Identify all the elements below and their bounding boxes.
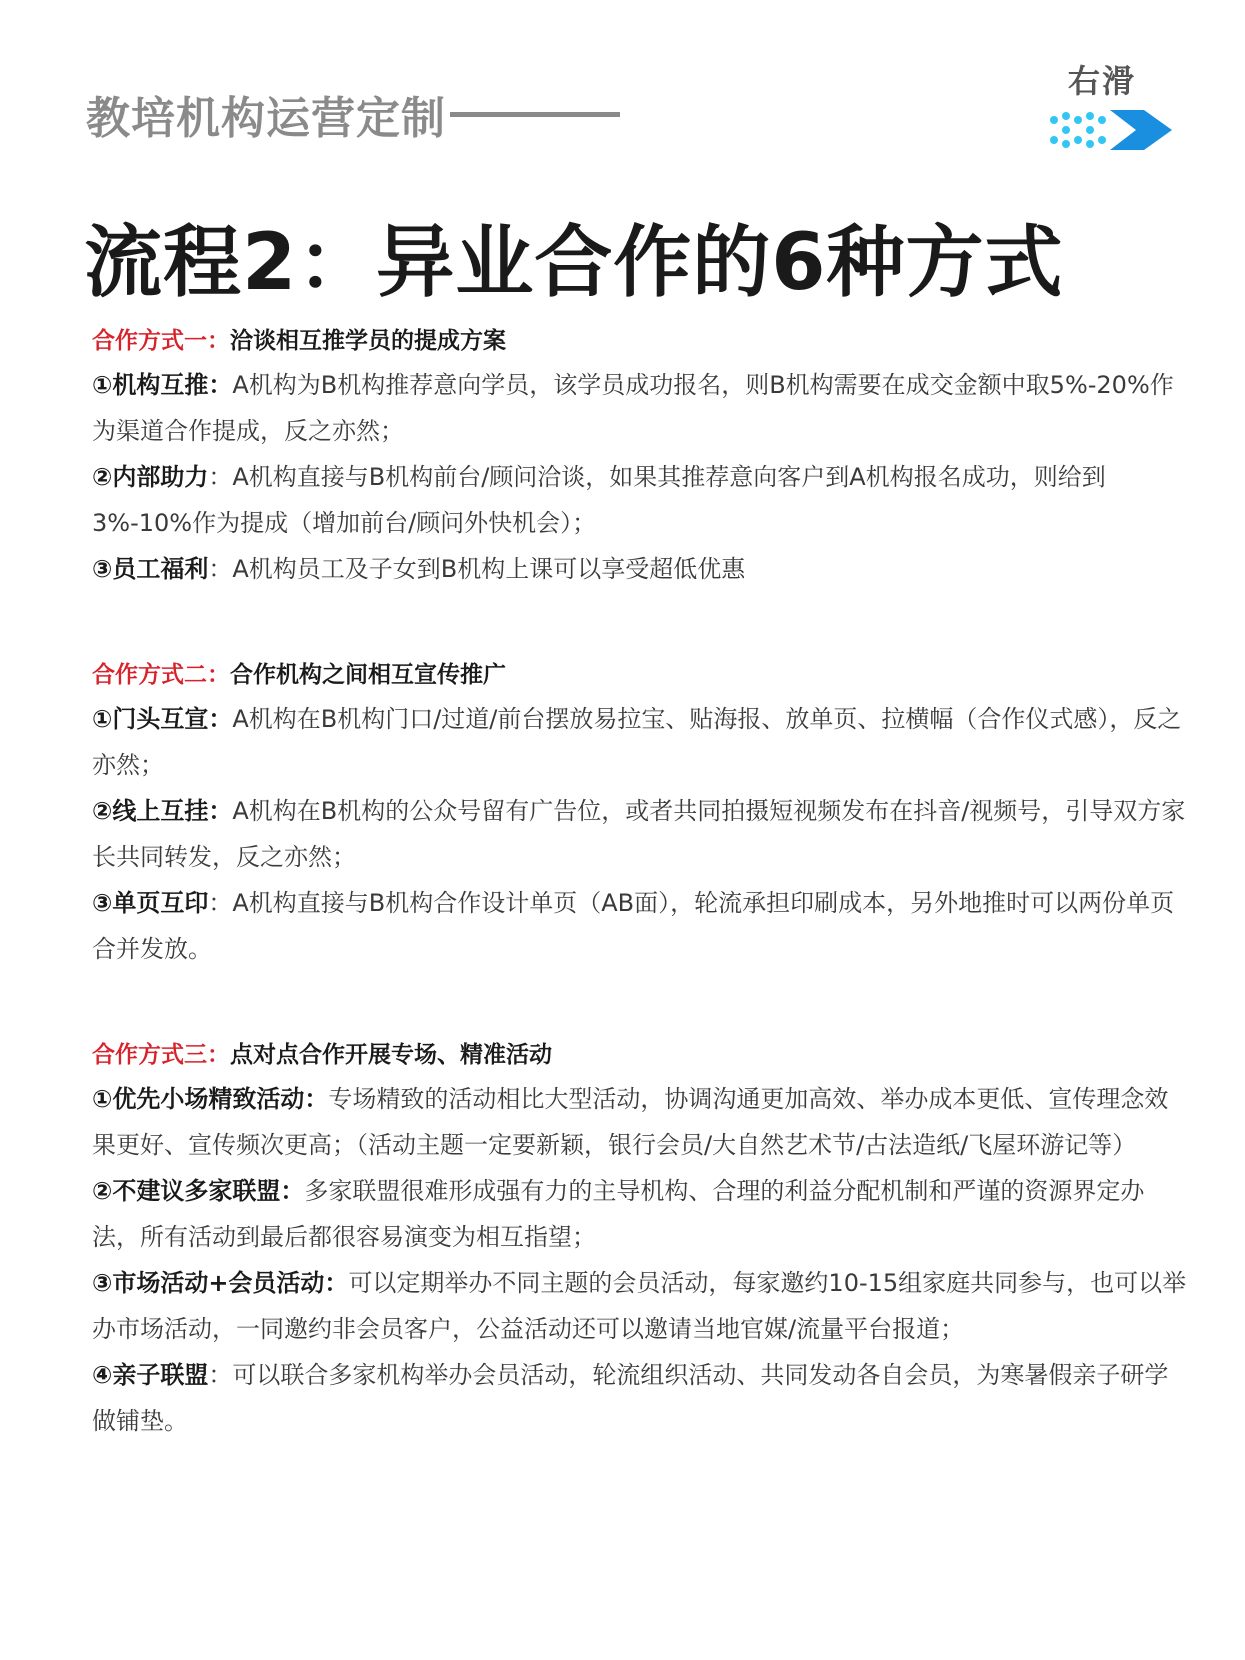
item-text: ：A机构员工及子女到B机构上课可以享受超低优惠: [208, 555, 746, 583]
section-heading: [92, 654, 1192, 696]
item-text: A机构为B机构推荐意向学员，该学员成功报名，则B机构需要在成交金额中取5%-20%作为渠道合作提成，反之亦然；: [92, 371, 1174, 445]
list-item: [92, 880, 1192, 972]
page-title: 流程2：异业合作的6种方式: [84, 218, 1064, 308]
list-item: [92, 546, 1192, 592]
item-key: ②线上互挂：: [92, 797, 233, 825]
item-key: ①机构互推：: [92, 371, 233, 399]
item-text: A机构在B机构的公众号留有广告位，或者共同拍摄短视频发布在抖音/视频号，引导双方家长共同转发，反之亦然；: [92, 797, 1186, 871]
item-text: 可以定期举办不同主题的会员活动，每家邀约10-15组家庭共同参与，也可以举办市场活动，一同邀约非会员客户，公益活动还可以邀请当地官媒/流量平台报道；: [92, 1269, 1187, 1343]
item-key: ②不建议多家联盟：: [92, 1177, 305, 1205]
section-2: [92, 654, 1192, 972]
item-text: 多家联盟很难形成强有力的主导机构、合理的利益分配机制和严谨的资源界定办法，所有活动到最后都很容易演变为相互指望；: [92, 1177, 1145, 1251]
section-heading: [92, 1034, 1192, 1076]
item-text: A机构在B机构门口/过道/前台摆放易拉宝、贴海报、放单页、拉横幅（合作仪式感），反之亦然；: [92, 705, 1182, 779]
item-text: 专场精致的活动相比大型活动，协调沟通更加高效、举办成本更低、宣传理念效果更好、宣传频次更高；（活动主题一定要新颖，银行会员/大自然艺术节/古法造纸/飞屋环游记等）: [92, 1085, 1169, 1159]
list-item: [92, 454, 1192, 546]
section-label: 合作方式二：: [92, 662, 230, 688]
section-3: [92, 1034, 1192, 1444]
list-item: [92, 696, 1192, 788]
item-key: ④亲子联盟: [92, 1361, 209, 1389]
list-item: [92, 788, 1192, 880]
item-key: ③员工福利: [92, 555, 209, 583]
item-text: ：A机构直接与B机构前台/顾问洽谈，如果其推荐意向客户到A机构报名成功，则给到3%-10%作为提成（增加前台/顾问外快机会）；: [92, 463, 1106, 537]
section-title: 合作机构之间相互宣传推广: [230, 662, 506, 688]
swipe-right-arrow-icon: [1048, 106, 1176, 154]
list-item: [92, 362, 1192, 454]
swipe-label: 右滑: [1068, 62, 1137, 100]
content-body: [92, 320, 1192, 1506]
header-subtitle-text: 教培机构运营定制: [86, 93, 446, 144]
header-divider: [450, 112, 620, 117]
swipe-hint: [1048, 56, 1178, 156]
section-label: 合作方式三：: [92, 1042, 230, 1068]
item-text: ：A机构直接与B机构合作设计单页（AB面），轮流承担印刷成本，另外地推时可以两份单页合并发放。: [92, 889, 1175, 963]
list-item: [92, 1168, 1192, 1260]
list-item: [92, 1076, 1192, 1168]
list-item: [92, 1352, 1192, 1444]
item-text: ：可以联合多家机构举办会员活动，轮流组织活动、共同发动各自会员，为寒暑假亲子研学做铺垫。: [92, 1361, 1169, 1435]
section-label: 合作方式一：: [92, 328, 230, 354]
item-key: ②内部助力: [92, 463, 209, 491]
header-subtitle: [86, 82, 620, 146]
item-key: ③单页互印: [92, 889, 209, 917]
item-key: ①门头互宣：: [92, 705, 233, 733]
section-title: 点对点合作开展专场、精准活动: [230, 1042, 552, 1068]
section-title: 洽谈相互推学员的提成方案: [230, 328, 506, 354]
item-key: ①优先小场精致活动：: [92, 1085, 329, 1113]
item-key: ③市场活动+会员活动：: [92, 1269, 349, 1297]
section-heading: [92, 320, 1192, 362]
section-1: [92, 320, 1192, 592]
list-item: [92, 1260, 1192, 1352]
